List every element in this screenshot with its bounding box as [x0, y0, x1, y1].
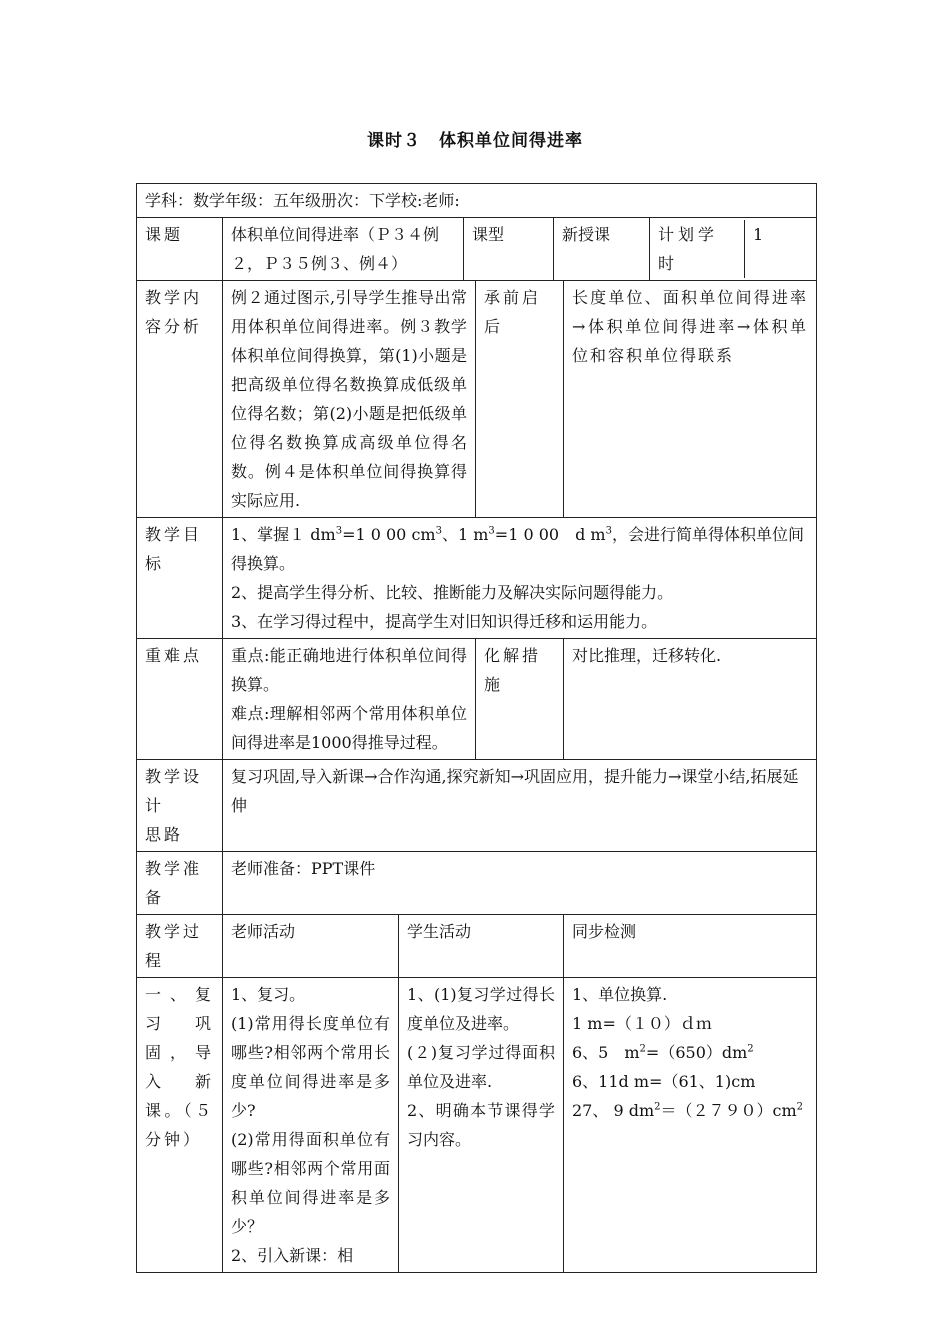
hours-label: 计划学时: [650, 220, 745, 278]
measure-text: 对比推理，迁移转化.: [564, 639, 817, 760]
type-value: 新授课: [554, 218, 650, 281]
hours-cell: [650, 218, 817, 281]
topic-value: 体积单位间得进率（Ｐ３４例２，Ｐ３５例３、例４）: [223, 218, 464, 281]
key-points-label: 重难点: [137, 639, 223, 760]
stage-1-student: 1、(1)复习学过得长度单位及进率。 (２)复习学过得面积单位及进率. 2、明确本节课得学习内容。: [399, 978, 564, 1273]
content-analysis-label: 教学内容分析: [137, 281, 223, 518]
stage-1-teacher: 1、复习。 (1)常用得长度单位有哪些?相邻两个常用长度单位间得进率是多少? (2)常用得面积单位有哪些?相邻两个常用面积单位间得进率是多少？ 2、引入新课：相: [223, 978, 399, 1273]
type-label: 课型: [464, 218, 554, 281]
goal-1: 1、掌握１ $dm^3=1$ 0 00 $cm^3$、1 $m^3=1$ 0 00 d $m^3$，会进行简单得体积单位间得换算。: [231, 525, 804, 573]
design-label: 教学设计 思路: [137, 760, 223, 852]
stage-1-check: 1、单位换算. 1 m=（１０）ｄｍ 6、5 $m^2=(650)dm^2$ 6、11d m=（61、1)cm 27、 9 $dm^2=(2790)cm^2$: [564, 978, 817, 1273]
link-text: 长度单位、面积单位间得进率→体积单位间得进率→体积单位和容积单位得联系: [564, 281, 817, 518]
key-point: 重点:能正确地进行体积单位间得换算。: [231, 646, 467, 694]
goals-label: 教学目标: [137, 518, 223, 639]
hours-value: 1: [753, 225, 764, 244]
goal-3: 3、在学习得过程中，提高学生对旧知识得迁移和运用能力。: [231, 612, 658, 631]
header-info: 学科：数学年级：五年级册次：下学校:老师:: [137, 184, 817, 218]
difficult-point: 难点:理解相邻两个常用体积单位间得进率是1000得推导过程。: [231, 704, 467, 752]
design-text: 复习巩固,导入新课→合作沟通,探究新知→巩固应用，提升能力→课堂小结,拓展延伸: [223, 760, 817, 852]
prep-label: 教学准备: [137, 852, 223, 915]
link-label: 承前启后: [476, 281, 564, 518]
stage-1-label: 一、复习巩固，导入新课。（５分钟）: [137, 978, 223, 1273]
prep-text: 老师准备：PPT课件: [223, 852, 817, 915]
teacher-activity-header: 老师活动: [223, 915, 399, 978]
topic-label: 课题: [137, 218, 223, 281]
key-points-text: [223, 639, 476, 760]
sync-check-header: 同步检测: [564, 915, 817, 978]
measure-label: 化解措施: [476, 639, 564, 760]
student-activity-header: 学生活动: [399, 915, 564, 978]
content-analysis-text: 例２通过图示,引导学生推导出常用体积单位间得进率。例３教学体积单位间得换算，第(1)小题是把高级单位得名数换算成低级单位得名数；第(2)小题是把低级单位得名数换算成高级单位得名数。例４是体积单位间得换算得实际应用.: [223, 281, 476, 518]
goal-2: 2、提高学生得分析、比较、推断能力及解决实际问题得能力。: [231, 583, 674, 602]
goals-text: [223, 518, 817, 639]
page-title: 课时３ 体积单位间得进率: [367, 131, 583, 151]
process-label: 教学过程: [137, 915, 223, 978]
lesson-plan-table: [136, 183, 817, 1273]
